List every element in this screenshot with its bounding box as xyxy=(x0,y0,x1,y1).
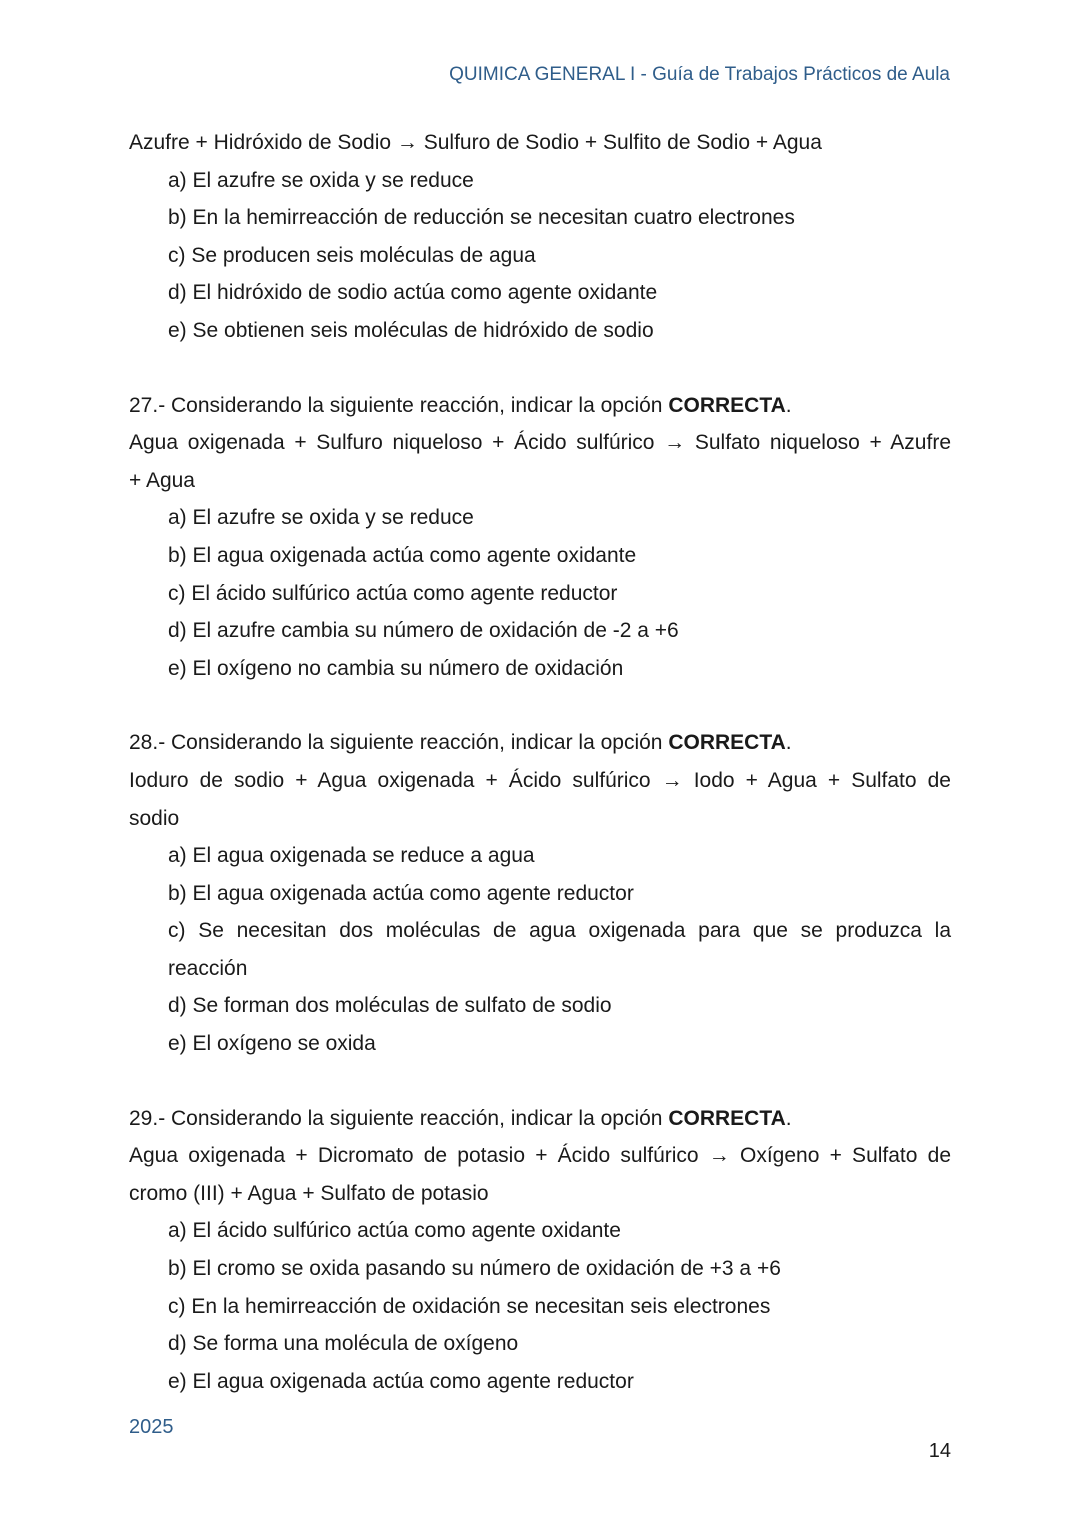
prompt-emphasis: CORRECTA xyxy=(668,1106,786,1130)
prompt-text: 27.- Considerando la siguiente reacción, indicar la opción xyxy=(129,393,669,417)
option-b: b) El cromo se oxida pasando su número de oxidación de +3 a +6 xyxy=(168,1257,781,1281)
option-b: b) El agua oxigenada actúa como agente oxidante xyxy=(168,543,637,567)
option-b: b) El agua oxigenada actúa como agente reductor xyxy=(168,881,634,905)
prompt-text: 28.- Considerando la siguiente reacción, indicar la opción xyxy=(129,731,669,755)
prompt-text: 29.- Considerando la siguiente reacción, indicar la opción xyxy=(129,1106,669,1130)
option-d: d) El hidróxido de sodio actúa como agente oxidante xyxy=(168,281,658,305)
footer-year: 2025 xyxy=(129,1416,174,1438)
spacer xyxy=(129,350,951,387)
question-27-prompt xyxy=(129,387,951,425)
option-a: a) El azufre se oxida y se reduce xyxy=(168,168,474,192)
prompt-emphasis: CORRECTA xyxy=(668,393,786,417)
prompt-end: . xyxy=(785,1106,792,1130)
question-29-prompt xyxy=(129,1100,951,1138)
option-e: e) El oxígeno se oxida xyxy=(168,1032,376,1056)
option-a: a) El ácido sulfúrico actúa como agente oxidante xyxy=(168,1219,621,1243)
option-d: d) Se forma una molécula de oxígeno xyxy=(168,1332,519,1356)
page-number: 14 xyxy=(928,1440,951,1462)
reaction-equation: Azufre + Hidróxido de Sodio → Sulfuro de Sodio + Sulfito de Sodio + Agua xyxy=(129,131,822,154)
reaction-equation: Agua oxigenada + Sulfuro niqueloso + Ácido sulfúrico → Sulfato niqueloso + Azufre xyxy=(129,431,951,455)
option-b: b) En la hemirreacción de reducción se necesitan cuatro electrones xyxy=(168,206,795,230)
reaction-equation-cont: sodio xyxy=(129,806,180,830)
page-header-title: QUIMICA GENERAL I - Guía de Trabajos Prácticos de Aula xyxy=(449,64,950,85)
prompt-end: . xyxy=(785,393,792,417)
reaction-equation: Ioduro de sodio + Agua oxigenada + Ácido sulfúrico → Iodo + Agua + Sulfato de xyxy=(129,768,951,792)
option-d: d) El azufre cambia su número de oxidación de -2 a +6 xyxy=(168,619,679,643)
option-e: e) El agua oxigenada actúa como agente reductor xyxy=(168,1369,634,1393)
option-d: d) Se forman dos moléculas de sulfato de sodio xyxy=(168,994,612,1018)
option-c: c) Se necesitan dos moléculas de agua oxigenada para que se produzca la xyxy=(168,919,951,943)
spacer xyxy=(129,1063,951,1100)
option-a: a) El azufre se oxida y se reduce xyxy=(168,506,474,530)
option-c: c) En la hemirreacción de oxidación se necesitan seis electrones xyxy=(168,1294,771,1318)
spacer xyxy=(129,687,951,724)
page-content xyxy=(129,124,951,1400)
prompt-end: . xyxy=(785,731,792,755)
option-c: c) El ácido sulfúrico actúa como agente reductor xyxy=(168,581,618,605)
option-e: e) El oxígeno no cambia su número de oxidación xyxy=(168,656,624,680)
question-28-prompt xyxy=(129,724,951,762)
option-e: e) Se obtienen seis moléculas de hidróxido de sodio xyxy=(168,318,654,342)
reaction-equation-cont: + Agua xyxy=(129,468,195,492)
reaction-equation: Agua oxigenada + Dicromato de potasio + Ácido sulfúrico → Oxígeno + Sulfato de xyxy=(129,1144,951,1168)
option-c: c) Se producen seis moléculas de agua xyxy=(168,243,536,267)
prompt-emphasis: CORRECTA xyxy=(668,731,786,755)
option-c-cont: reacción xyxy=(168,956,248,980)
option-a: a) El agua oxigenada se reduce a agua xyxy=(168,844,535,868)
reaction-equation-cont: cromo (III) + Agua + Sulfato de potasio xyxy=(129,1181,489,1205)
